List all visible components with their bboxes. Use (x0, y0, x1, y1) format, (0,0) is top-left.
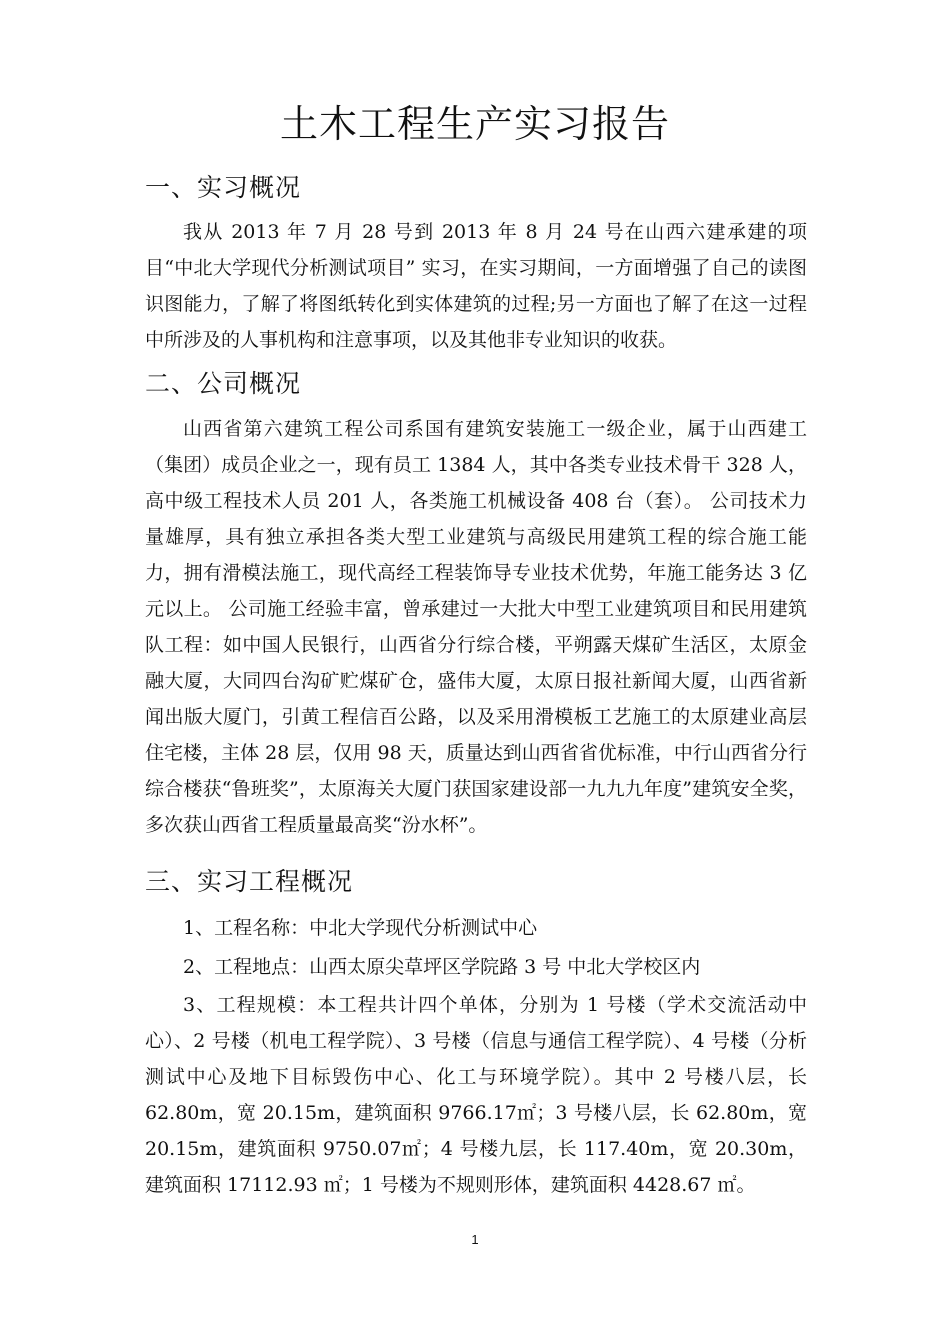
section-paragraph-company-overview (145, 411, 807, 843)
project-scale-paragraph (145, 987, 807, 1203)
paragraph-text: 3、工程规模：本工程共计四个单体，分别为 1 号楼（学术交流活动中心）、2 号楼（机电工程学院）、3 号楼（信息与通信工程学院）、4 号楼（分析测试中心及地下目标毁伤中心、化工与环境学院）。其中 2 号楼八层，长 62.80m，宽 20.15m，建筑面积 9766.17㎡；3 号楼八层，长 62.80m，宽 20.15m，建筑面积 9750.07㎡；4 号楼九层，长 117.40m，宽 20.30m，建筑面积 17112.93 ㎡；1 号楼为不规则形体，建筑面积 4428.67 ㎡。 (145, 994, 807, 1196)
section-paragraph-internship-overview (145, 214, 807, 358)
paragraph-text: 我从 2013 年 7 月 28 号到 2013 年 8 月 24 号在山西六建承建的项目“中北大学现代分析测试项目” 实习，在实习期间，一方面增强了自己的读图识图能力，了解了将图纸转化到实体建筑的过程;另一方面也了解了在这一过程中所涉及的人事机构和注意事项，以及其他非专业知识的收获。 (145, 221, 807, 351)
section-heading-company-overview: 二、公司概况 (145, 369, 302, 398)
section-heading-internship-overview: 一、实习概况 (145, 173, 302, 202)
project-name-item: 1、工程名称：中北大学现代分析测试中心 (183, 917, 538, 939)
page-number: 1 (471, 1232, 479, 1247)
document-title: 土木工程生产实习报告 (279, 102, 670, 146)
paragraph-text: 山西省第六建筑工程公司系国有建筑安装施工一级企业，属于山西建工（集团）成员企业之一，现有员工 1384 人，其中各类专业技术骨干 328 人，高中级工程技术人员 201 人，各类施工机械设备 408 台（套）。 公司技术力量雄厚，具有独立承担各类大型工业建筑与高级民用建筑工程的综合施工能力，拥有滑模法施工，现代高经工程装饰导专业技术优势，年施工能务达 3 亿元以上。 公司施工经验丰富，曾承建过一大批大中型工业建筑项目和民用建筑队工程：如中国人民银行，山西省分行综合楼，平朔露天煤矿生活区，太原金融大厦，大同四台沟矿贮煤矿仓，盛伟大厦，太原日报社新闻大厦，山西省新闻出版大厦门，引黄工程信百公路，以及采用滑模板工艺施工的太原建业高层住宅楼，主体 28 层，仅用 98 天，质量达到山西省省优标准，中行山西省分行综合楼获“鲁班奖”，太原海关大厦门获国家建设部一九九九年度”建筑安全奖，多次获山西省工程质量最高奖“汾水杯”。 (145, 418, 807, 836)
section-heading-project-overview: 三、实习工程概况 (145, 867, 354, 896)
project-location-item: 2、工程地点：山西太原尖草坪区学院路 3 号 中北大学校区内 (183, 956, 701, 978)
